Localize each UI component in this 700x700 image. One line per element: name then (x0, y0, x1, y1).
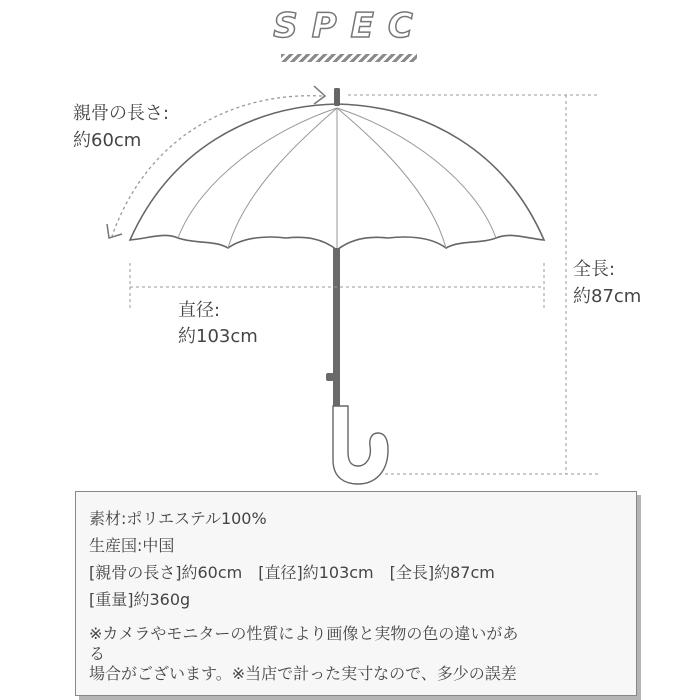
diameter-value: 約103cm (178, 326, 258, 347)
umbrella-button (326, 373, 334, 381)
spec-box (75, 491, 637, 696)
spec-material: 素材:ポリエステル100% (89, 509, 267, 528)
rib-length-value: 約60cm (73, 130, 142, 151)
spec-weight: [重量]約360g (89, 590, 191, 609)
spec-note-line2: る (89, 644, 106, 663)
total-length-label: 全長: (573, 259, 616, 280)
spec-note-line3: 場合がございます。※当店で計った実寸なので、多少の誤差 (89, 664, 517, 683)
umbrella-shaft (333, 248, 340, 406)
umbrella-handle (333, 406, 388, 484)
total-length-value: 約87cm (573, 286, 642, 307)
rib-length-label: 親骨の長さ: (73, 103, 170, 124)
spec-note-line1: ※カメラやモニターの性質により画像と実物の色の違いがあ (89, 624, 519, 643)
rib-arrow-head-top (314, 86, 325, 104)
spec-title: SPEC (273, 6, 427, 46)
diameter-label: 直径: (178, 300, 221, 321)
umbrella-tip (334, 88, 340, 106)
spec-sizes: [親骨の長さ]約60cm [直径]約103cm [全長]約87cm (89, 563, 495, 582)
spec-origin: 生産国:中国 (89, 536, 175, 555)
